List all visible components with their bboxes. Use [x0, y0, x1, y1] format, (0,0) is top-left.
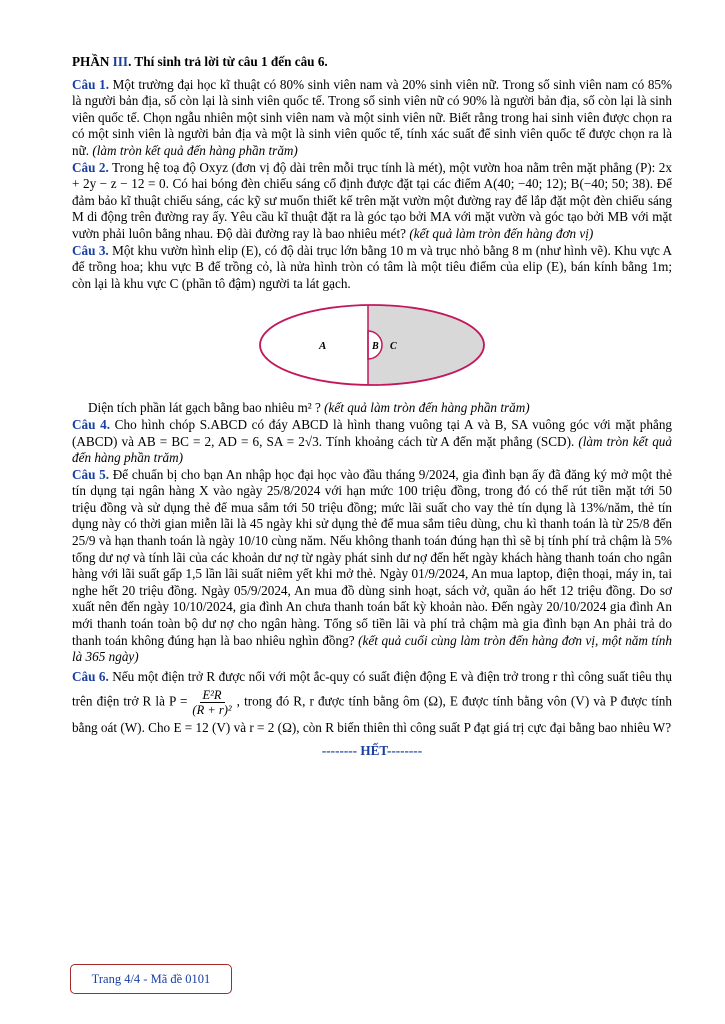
question-2: [72, 160, 672, 243]
page-footer: Trang 4/4 - Mã đề 0101: [70, 964, 232, 994]
region-b-label: B: [372, 341, 379, 353]
question-4-label: Câu 4.: [72, 416, 111, 432]
question-6-label: Câu 6.: [72, 668, 109, 684]
question-3-label: Câu 3.: [72, 242, 109, 258]
question-4-note: (làm tròn kết quả đến hàng phần trăm): [72, 433, 672, 466]
region-a-label: A: [319, 340, 327, 353]
question-3-after: Diện tích phần lát gạch bằng bao nhiêu m² ?: [88, 400, 325, 416]
question-2-text: Trong hệ toạ độ Oxyz (đơn vị độ dài trên mỗi trục tính là mét), một vườn hoa nằm trên mặt phẳng (P): 2x + 2y − z − 12 = 0. Có hai bóng đèn chiếu sáng cố định được đặt tại các điểm A(40; −40; 12); B(−40; 50; 38). Để đảm bảo kĩ thuật chiếu sáng, các kỹ sư muốn thiết kế trên mặt vườn một đường ray để lắp đặt một đèn chiếu sáng M di động trên đường ray ấy. Yêu cầu kĩ thuật đặt ra là góc tạo bởi MA với mặt vườn và góc tạo bởi MB với mặt vườn phải luôn bằng nhau. Độ dài đường ray là bao nhiêu mét?: [72, 159, 672, 241]
question-1-note: (làm tròn kết quả đến hàng phần trăm): [92, 142, 298, 158]
question-3-text: Một khu vườn hình elip (E), có độ dài trục lớn bằng 10 m và trục nhỏ bằng 8 m (như hình vẽ). Khu vực A để trồng hoa; khu vực B để trồng cỏ, là nửa hình tròn có tâm là một tiêu điểm của elip (E), bán kính bằng 1m; còn lại là khu vực C (phần tô đậm) người ta lát gạch.: [72, 242, 672, 291]
question-1-text: Một trường đại học kĩ thuật có 80% sinh viên nam và 20% sinh viên nữ. Trong số sinh viên nam có 85% là người bản địa, số còn lại là sinh viên quốc tế. Trong số sinh viên nữ có 90% là người bản địa, số còn lại là sinh viên quốc tế. Chọn ngẫu nhiên một sinh viên nam và một sinh viên nữ. Biết rằng trong hai sinh viên được chọn ra có một sinh viên là người bản địa và một là sinh viên quốc tế, tính xác suất để sinh viên quốc tế được chọn ra là nữ.: [72, 76, 673, 158]
end-marker: -------- HẾT--------: [321, 742, 423, 758]
question-3-continued: [72, 400, 672, 417]
question-2-note: (kết quả làm tròn đến hàng đơn vị): [409, 225, 594, 241]
section-roman: III: [112, 54, 129, 69]
section-prefix: PHẦN: [72, 54, 113, 69]
question-1-label: Câu 1.: [72, 76, 110, 92]
question-6: [72, 666, 672, 739]
ellipse-figure: [72, 302, 672, 388]
question-5-text: Để chuẩn bị cho bạn An nhập học đại học vào đầu tháng 9/2024, gia đình bạn ấy đã đăng ký mở một thẻ tín dụng tại ngân hàng X vào ngày 25/8/2024 với hạn mức 100 triệu đồng, trong đó có thể rút tiền mặt tới 50 triệu đồng và sử dụng thẻ để mua sắm tới 50 triệu đồng; mức lãi suất cho vay thẻ tín dụng là 13%/năm, thẻ tín dụng này có thời gian miễn lãi là 45 ngày khi sử dụng thẻ để mua sắm tiêu dùng, chu kì thanh toán là từ 25/8 đến 25/9 và hạn thanh toán là ngày 10/10 cùng năm. Nếu không thanh toán đúng hạn thì sẽ bị tính phí trả chậm là 5% tổng dư nợ và tính lãi của các khoản dư nợ từ ngày phát sinh dư nợ đến hết ngày khách hàng thanh toán cho ngân hàng với lãi suất gấp 1,5 lần lãi suất niêm yết khi mở thẻ. Ngày 01/9/2024, An mua laptop, điện thoại, máy in, tai nghe hết 20 triệu đồng. Ngày 05/9/2024, An mua đồ dùng sinh hoạt, sách vở, quần áo hết 12 triệu đồng. Do sơ xuất nên đến ngày 10/10/2024, gia đình An chưa thanh toán bất kỳ khoản nào. Đến ngày 20/10/2024 gia đình An mới thanh toán toàn bộ dư nợ cho ngân hàng. Tổng số tiền lãi và phí trả chậm mà gia đình bạn An phải trả do thanh toán không đúng hạn là bao nhiêu nghìn đồng?: [72, 466, 673, 648]
fraction-denominator: (R + r)²: [192, 702, 232, 717]
question-1: [72, 77, 672, 160]
question-4-text: Cho hình chóp S.ABCD có đáy ABCD là hình thang vuông tại A và B, SA vuông góc với mặt phẳng (ABCD) và AB = BC = 2, AD = 6, SA = 2√3. Tính khoảng cách từ A đến mặt phẳng (SCD).: [72, 416, 673, 449]
region-c-label: C: [390, 341, 397, 353]
question-3-note: (kết quả làm tròn đến hàng phần trăm): [324, 400, 530, 416]
question-5-note: (kết quả cuối cùng làm tròn đến hàng đơn vị, một năm tính là 365 ngày): [72, 632, 672, 665]
region-c-shade: [368, 302, 487, 388]
question-2-label: Câu 2.: [72, 159, 109, 175]
question-3: [72, 243, 672, 293]
question-4: [72, 417, 672, 467]
power-fraction: [189, 688, 234, 717]
exam-page: [72, 54, 672, 759]
section-rest: . Thí sinh trả lời từ câu 1 đến câu 6.: [128, 54, 328, 69]
question-5-label: Câu 5.: [72, 466, 110, 482]
ellipse-diagram: [257, 302, 487, 388]
question-5: [72, 467, 672, 666]
question-6-text-b: , trong đó R, r được tính bằng ôm (Ω), E được tính bằng vôn (V) và P được tính bằng oát (W). Cho E = 12 (V) và r = 2 (Ω), còn R biến thiên thì công suất P đạt giá trị cực đại bằng bao nhiêu W?: [72, 693, 672, 735]
section-heading: [72, 54, 672, 71]
fraction-numerator: E²R: [200, 688, 225, 703]
question-6-text-a: Nếu một điện trở R được nối với một ắc-quy có suất điện động E và điện trở trong r thì công suất tiêu thụ trên điện trở R là P =: [72, 668, 672, 709]
